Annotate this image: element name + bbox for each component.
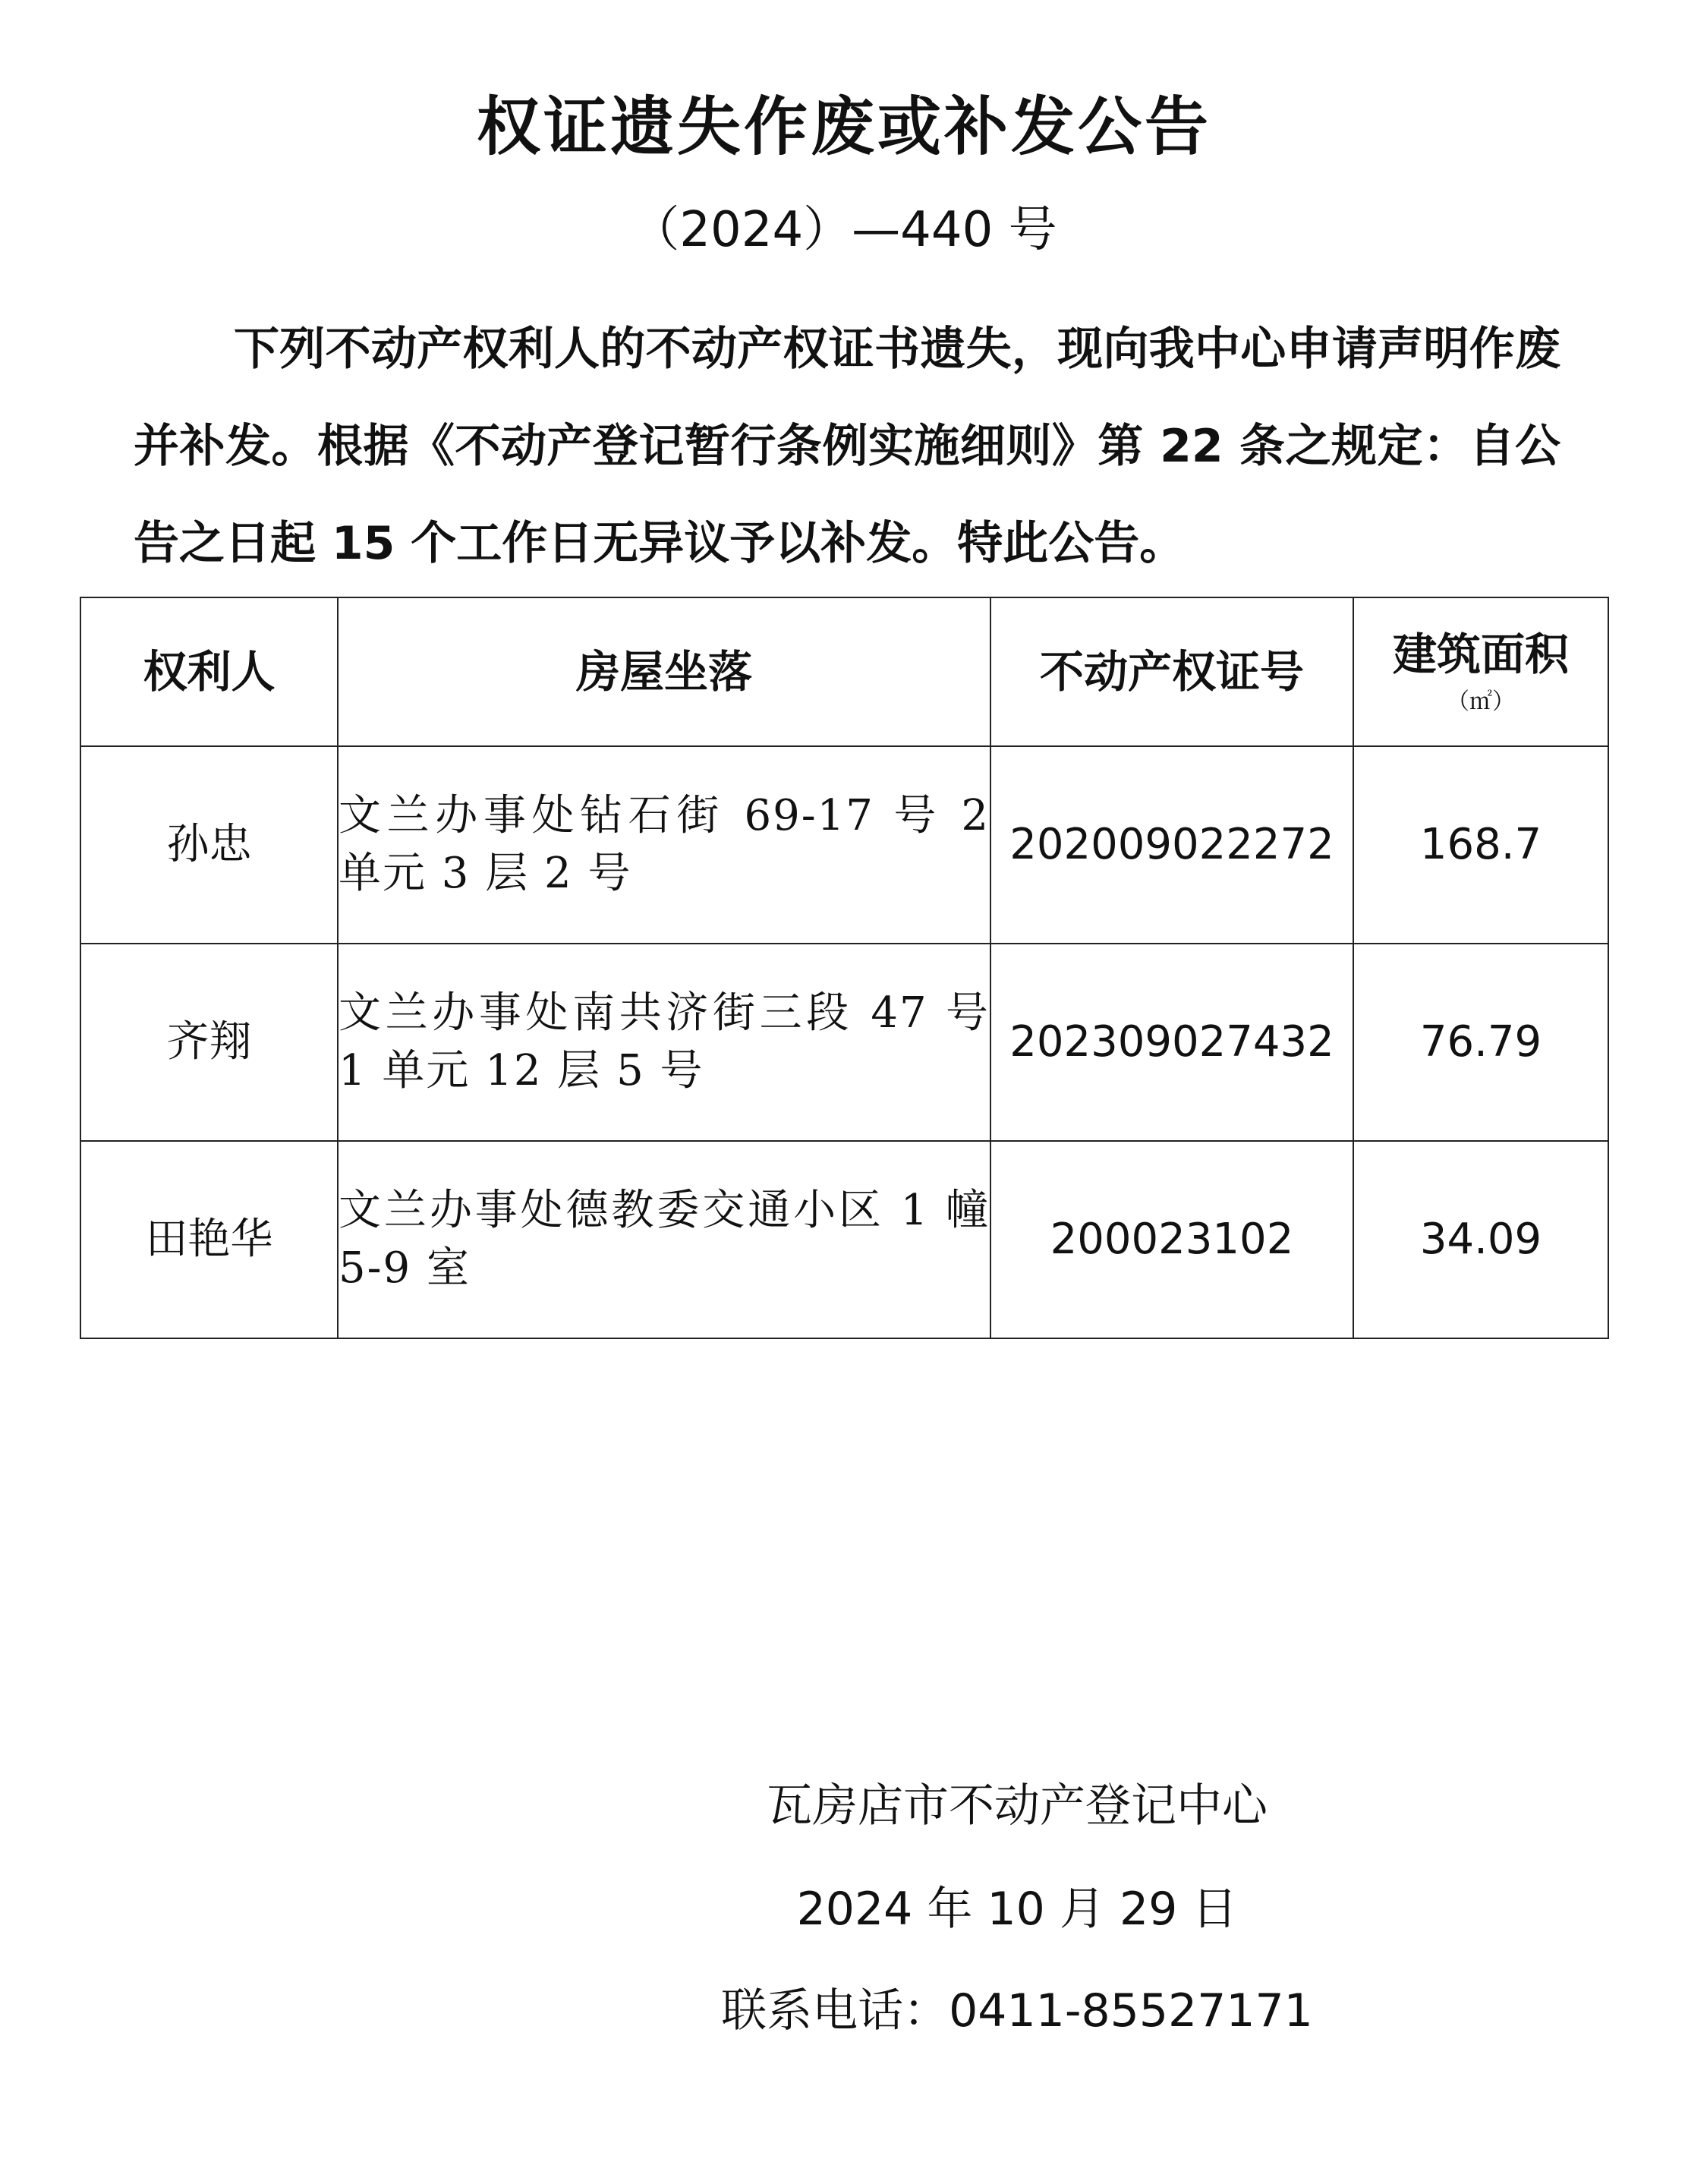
cell-address: 文兰办事处南共济街三段 47 号 1 单元 12 层 5 号 xyxy=(338,944,990,1141)
table-row xyxy=(80,944,1608,1141)
header-certificate: 不动产权证号 xyxy=(990,597,1353,746)
notice-title: 权证遗失作废或补发公告 xyxy=(476,90,1211,164)
lost-certificate-table xyxy=(80,597,1609,1339)
header-area xyxy=(1353,597,1608,746)
table-row xyxy=(80,746,1608,944)
cell-holder: 孙忠 xyxy=(80,746,338,944)
cell-holder: 齐翔 xyxy=(80,944,338,1141)
notice-number: （2024）—440 号 xyxy=(631,202,1057,258)
header-area-unit: （㎡） xyxy=(1447,689,1515,715)
cell-area: 34.09 xyxy=(1353,1141,1608,1338)
cell-area: 76.79 xyxy=(1353,944,1608,1141)
notice-intro: 下列不动产权利人的不动产权证书遗失，现向我中心申请声明作废并补发。根据《不动产登记暂行条例实施细则》第 22 条之规定：自公告之日起 15 个工作日无异议予以补发。特此公告。 xyxy=(134,323,1560,570)
cell-certificate: 202309027432 xyxy=(990,944,1353,1141)
issuing-organization: 瓦房店市不动产登记中心 xyxy=(767,1779,1268,1833)
cell-address: 文兰办事处德教委交通小区 1 幢 5-9 室 xyxy=(338,1141,990,1338)
cell-holder: 田艳华 xyxy=(80,1141,338,1338)
header-address: 房屋坐落 xyxy=(338,597,990,746)
contact-phone: 联系电话：0411-85527171 xyxy=(721,1984,1313,2037)
table-row xyxy=(80,1141,1608,1338)
issue-date: 2024 年 10 月 29 日 xyxy=(796,1883,1238,1936)
header-area-label: 建筑面积 xyxy=(1392,629,1569,680)
cell-certificate: 200023102 xyxy=(990,1141,1353,1338)
cell-certificate: 202009022272 xyxy=(990,746,1353,944)
cell-address: 文兰办事处钻石街 69-17 号 2 单元 3 层 2 号 xyxy=(338,746,990,944)
table-header-row xyxy=(80,597,1608,746)
cell-area: 168.7 xyxy=(1353,746,1608,944)
header-holder: 权利人 xyxy=(80,597,338,746)
